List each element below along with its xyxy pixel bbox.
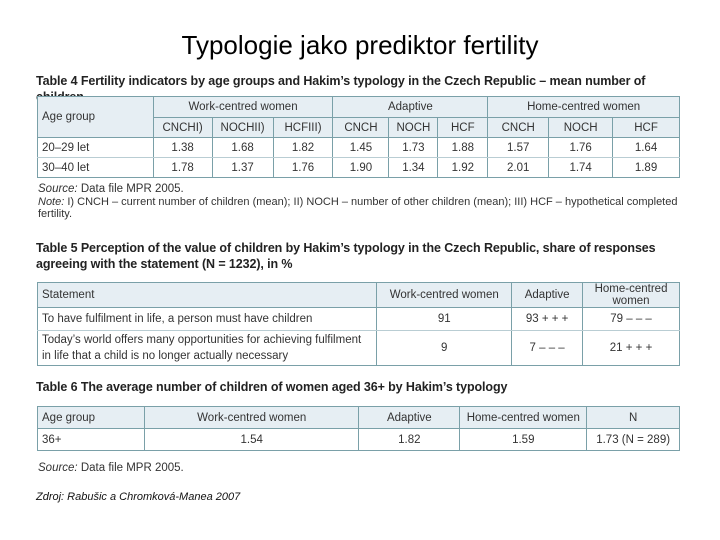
slide-title: Typologie jako prediktor fertility [181, 30, 539, 60]
adaptive-header: Adaptive [512, 283, 583, 308]
table6-title: Table 6 The average number of children of women aged 36+ by Hakim’s typology [36, 380, 508, 394]
table4-title: Table 4 Fertility indicators by age groups and Hakim’s typology in the Czech Republic – mean number of children [36, 74, 646, 104]
table-cell: 1.57 [488, 138, 549, 158]
subheader-cnch: CNCHI) [153, 118, 212, 138]
table-cell: 1.64 [613, 138, 680, 158]
row-label: 20–29 let [38, 138, 154, 158]
table6-source [38, 462, 184, 474]
table-cell: 7 – – – [512, 331, 583, 366]
subheader-noch: NOCH [549, 118, 613, 138]
table-cell: 1.34 [389, 158, 438, 178]
source-label: Source: [38, 462, 78, 474]
work-centred-header: Work-centred women [145, 407, 359, 429]
table5-title: Table 5 Perception of the value of children by Hakim’s typology in the Czech Republic, share of responses agreeing with the statement (N = 1232), in % [36, 241, 656, 271]
n-header: N [587, 407, 680, 429]
row-label: 30–40 let [42, 161, 90, 174]
note-text: I) CNCH – current number of children (mean); II) NOCH – number of other children (mean); III) HCF – hypothetical completed [67, 196, 678, 208]
table-cell: 21 + + + [583, 331, 680, 366]
statement-cell: Today’s world offers many opportunities for achieving fulfilment in life that a child is no longer actually necessary [42, 334, 362, 362]
table6 [37, 406, 680, 451]
table-cell: 79 – – – [583, 308, 680, 331]
source-text: Data file MPR 2005. [77, 183, 184, 195]
group-header-work-centred: Work-centred women [153, 97, 333, 118]
source-label: Source: [38, 183, 78, 195]
table-cell: 1.74 [549, 158, 613, 178]
group-header-adaptive: Adaptive [333, 97, 488, 118]
statement-header: Statement [38, 283, 377, 308]
table-cell: 1.88 [438, 138, 488, 158]
table-cell: 1.73 [389, 138, 438, 158]
age-group-header: Age group [38, 97, 154, 138]
work-centred-header: Work-centred women [377, 283, 512, 308]
table-cell: 1.45 [333, 138, 389, 158]
note-label: Note: [38, 196, 65, 208]
table-cell: 1.37 [212, 158, 273, 178]
table-row [38, 138, 680, 158]
table-cell: 2.01 [488, 158, 549, 178]
note-text-cont: fertility. [38, 208, 73, 220]
table-row [38, 158, 680, 178]
table-cell: 1.90 [333, 158, 389, 178]
table-cell: 91 [377, 308, 512, 331]
table-cell: 1.76 [549, 138, 613, 158]
statement-cell: To have fulfilment in life, a person must have children [38, 308, 377, 331]
table-cell: 1.89 [613, 158, 680, 178]
subheader-noch: NOCH [389, 118, 438, 138]
table-cell: 9 [377, 331, 512, 366]
table-row [38, 331, 680, 366]
subheader-noch: NOCHII) [212, 118, 273, 138]
home-centred-header: Home-centred women [583, 283, 680, 308]
table4-source [38, 183, 184, 195]
subheader-cnch: CNCH [488, 118, 549, 138]
group-header-home-centred: Home-centred women [488, 97, 680, 118]
table-cell: 1.92 [438, 158, 488, 178]
subheader-cnch: CNCH [333, 118, 389, 138]
home-centred-header: Home-centred women [460, 407, 587, 429]
table-cell: 1.59 [460, 429, 587, 451]
table4 [37, 96, 680, 178]
table5 [37, 282, 680, 366]
subheader-hcf: HCF [438, 118, 488, 138]
adaptive-header: Adaptive [359, 407, 460, 429]
table-cell: 1.76 [273, 158, 333, 178]
table-cell: 1.78 [153, 158, 212, 178]
table-row [38, 429, 680, 451]
table-cell: 1.68 [212, 138, 273, 158]
row-label: 36+ [42, 433, 62, 446]
table-cell: 1.82 [273, 138, 333, 158]
table-cell: 1.54 [145, 429, 359, 451]
subheader-hcf: HCF [613, 118, 680, 138]
age-group-header: Age group [38, 407, 145, 429]
source-text: Data file MPR 2005. [77, 462, 184, 474]
table-row [38, 308, 680, 331]
table-cell: 93 + + + [512, 308, 583, 331]
table-cell: 1.38 [153, 138, 212, 158]
table4-note [38, 196, 688, 220]
table-cell: 1.73 (N = 289) [587, 429, 680, 451]
subheader-hcf: HCFIII) [273, 118, 333, 138]
table-cell: 1.82 [359, 429, 460, 451]
footer-citation: Zdroj: Rabušic a Chromková-Manea 2007 [36, 491, 241, 503]
